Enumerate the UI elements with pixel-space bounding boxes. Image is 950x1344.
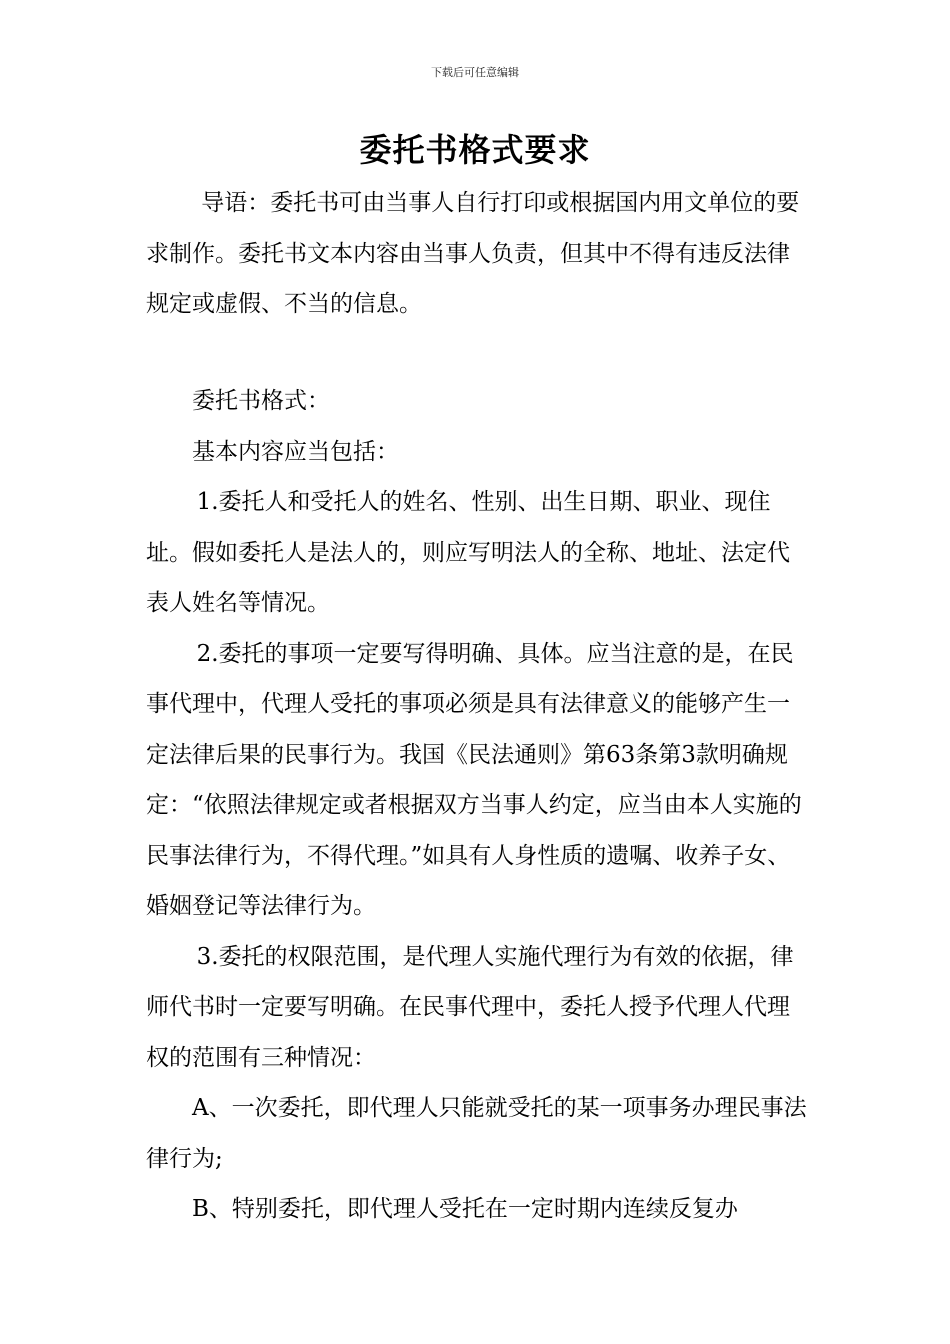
section-heading: 委托书格式： <box>192 388 330 414</box>
document-body <box>146 376 808 1235</box>
list-item-1: 1.委托人和受托人的姓名、性别、出生日期、职业、现住址。假如委托人是法人的，则应写明法人的全称、地址、法定代表人姓名等情况。 <box>146 489 790 616</box>
page-header-note: 下载后可任意编辑 <box>431 66 519 79</box>
intro-paragraph: 导语：委托书可由当事人自行打印或根据国内用文单位的要求制作。委托书文本内容由当事人负责，但其中不得有违反法律规定或虚假、不当的信息。 <box>146 190 800 317</box>
sub-item-a: A、一次委托，即代理人只能就受托的某一项事务办理民事法律行为; <box>146 1095 807 1172</box>
document-title: 委托书格式要求 <box>359 131 591 169</box>
list-item-2: 2.委托的事项一定要写得明确、具体。应当注意的是，在民事代理中，代理人受托的事项必须是具有法律意义的能够产生一定法律后果的民事行为。我国《民法通则》第63条第3款明确规定：“依照法律规定或者根据双方当事人约定，应当由本人实施的民事法律行为，不得代理。”如具有人身性质的遗嘱、收养子女、婚姻登记等法律行为。 <box>146 640 802 919</box>
intro-block <box>146 178 808 330</box>
basic-content-label: 基本内容应当包括： <box>192 438 399 465</box>
sub-item-b: B、特别委托，即代理人受托在一定时期内连续反复办 <box>192 1196 738 1222</box>
list-item-3: 3.委托的权限范围，是代理人实施代理行为有效的依据，律师代书时一定要写明确。在民事代理中，委托人授予代理人代理权的范围有三种情况： <box>146 943 794 1071</box>
